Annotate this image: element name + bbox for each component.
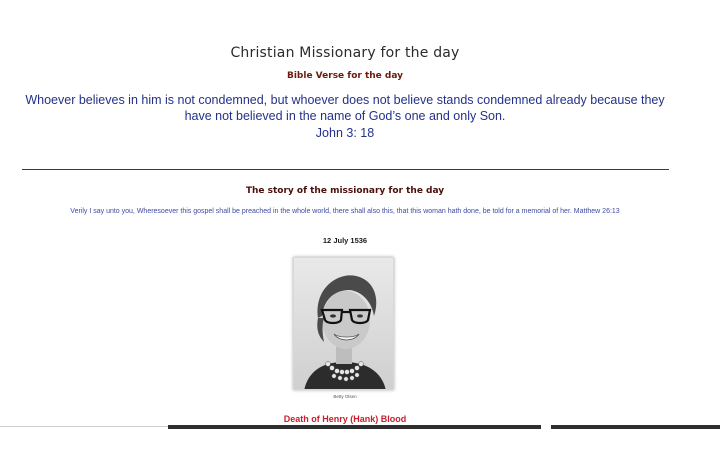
story-verse: Verily I say unto you, Wheresoever this gospel shall be preached in the whole world, there shall also this, that this woman hath done, be told for a memorial of her. Matthew 26:13 bbox=[70, 208, 620, 215]
event-link[interactable]: Death of Henry (Hank) Blood bbox=[283, 414, 407, 424]
story-heading: The story of the missionary for the day bbox=[245, 186, 445, 196]
photo-caption: Betty Olsen bbox=[333, 394, 357, 399]
bottom-bar-gap bbox=[541, 425, 551, 429]
verse-heading: Bible Verse for the day bbox=[286, 71, 404, 81]
bottom-divider bbox=[0, 426, 168, 427]
story-date: 12 July 1536 bbox=[322, 236, 368, 245]
verse-text: Whoever believes in him is not condemned, but whoever does not believe stands condemned already because they have not believed in the name of God’s one and only Son. bbox=[25, 93, 665, 123]
bottom-bar bbox=[168, 425, 720, 429]
page-title: Christian Missionary for the day bbox=[230, 45, 460, 61]
missionary-photo bbox=[293, 257, 394, 390]
verse-reference: John 3: 18 bbox=[315, 126, 375, 140]
portrait-photo-icon bbox=[294, 258, 394, 390]
divider bbox=[22, 169, 669, 170]
